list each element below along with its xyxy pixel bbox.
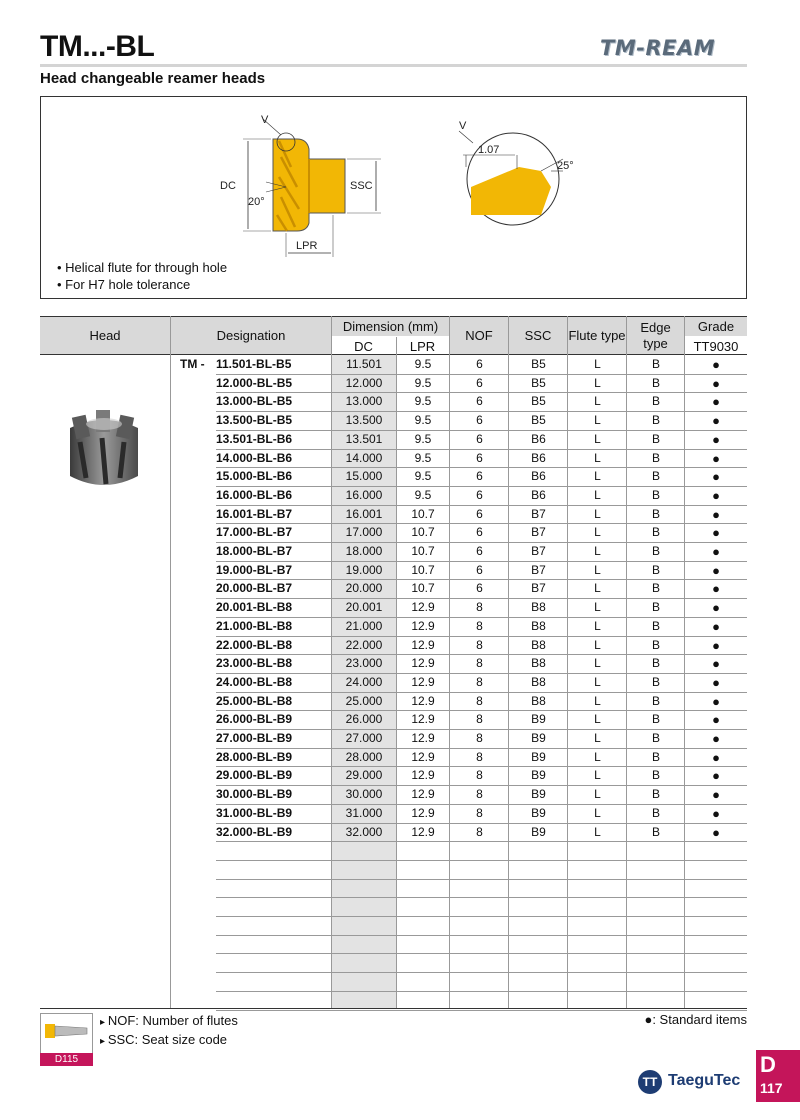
row-divider (216, 1010, 747, 1011)
cell-edge-type: B (651, 824, 660, 839)
cell-dc: 17.000 (345, 525, 383, 540)
cell-nof: 6 (476, 469, 483, 484)
cell-lpr: 9.5 (414, 469, 432, 484)
cell-nof: 6 (476, 394, 483, 409)
cell-designation: 11.501-BL-B5 (216, 357, 292, 371)
cell-flute-type: L (594, 768, 601, 783)
cell-nof: 6 (476, 544, 483, 558)
cell-edge-type: B (651, 805, 660, 820)
table-row (0, 617, 800, 636)
label-angle-helix: 20° (248, 196, 265, 208)
cell-nof: 8 (476, 674, 483, 689)
label-chamfer: 1.07 (478, 144, 500, 156)
cell-grade: ● (712, 712, 720, 728)
cell-nof: 8 (476, 637, 483, 652)
cell-nof: 8 (476, 656, 483, 671)
cell-grade: ● (712, 787, 720, 803)
cell-grade: ● (712, 525, 720, 541)
cell-nof: 8 (476, 824, 483, 839)
table-row (0, 542, 800, 561)
cell-lpr: 12.9 (411, 656, 435, 671)
table-row (0, 411, 800, 430)
cell-grade: ● (712, 600, 720, 616)
cell-designation: 26.000-BL-B9 (216, 712, 293, 727)
cell-lpr: 12.9 (411, 749, 435, 764)
cell-flute-type: L (594, 450, 601, 465)
table-row (0, 654, 800, 673)
table-row (0, 748, 800, 767)
cell-grade: ● (712, 450, 720, 466)
table-row (0, 449, 800, 468)
table-row (0, 804, 800, 823)
cell-lpr: 12.9 (411, 731, 435, 745)
cell-ssc: B5 (531, 375, 546, 390)
cell-designation: 14.000-BL-B6 (216, 450, 293, 465)
cell-nof: 6 (476, 375, 483, 390)
reference-page-label[interactable]: D115 (40, 1053, 93, 1066)
cell-ssc: B5 (531, 394, 546, 409)
cell-dc: 27.000 (345, 731, 383, 745)
cell-designation: 27.000-BL-B9 (216, 731, 293, 745)
table-row (0, 523, 800, 542)
label-detail-v: V (459, 120, 467, 132)
title-divider (40, 64, 747, 67)
cell-edge-type: B (651, 712, 660, 727)
cell-grade: ● (712, 693, 720, 709)
label-v: V (261, 114, 269, 126)
cell-edge-type: B (651, 487, 660, 502)
cell-flute-type: L (594, 674, 601, 689)
cell-lpr: 12.9 (411, 600, 435, 615)
header-edge-type: Edge type (627, 316, 684, 355)
feature-list (57, 259, 227, 293)
cell-ssc: B8 (531, 618, 546, 633)
cell-ssc: B7 (531, 544, 546, 558)
cell-ssc: B7 (531, 506, 546, 521)
cell-dc: 31.000 (345, 805, 383, 820)
cell-ssc: B9 (531, 824, 546, 839)
cell-edge-type: B (651, 600, 660, 615)
cell-designation: 20.000-BL-B7 (216, 581, 293, 596)
cell-lpr: 12.9 (411, 637, 435, 652)
header-flute-type: Flute type (568, 316, 626, 355)
cell-nof: 8 (476, 805, 483, 820)
table-row (0, 991, 800, 1010)
cell-flute-type: L (594, 394, 601, 409)
cell-lpr: 12.9 (411, 693, 435, 708)
cell-ssc: B9 (531, 749, 546, 764)
table-row (0, 841, 800, 860)
cell-designation: 20.001-BL-B8 (216, 600, 293, 615)
cell-edge-type: B (651, 581, 660, 596)
cell-flute-type: L (594, 749, 601, 764)
header-grade-name: TT9030 (685, 337, 747, 355)
cell-designation: 13.000-BL-B5 (216, 394, 293, 409)
cell-dc: 15.000 (345, 469, 383, 484)
cell-flute-type: L (594, 487, 601, 502)
cell-dc: 26.000 (345, 712, 383, 727)
cell-designation: 30.000-BL-B9 (216, 787, 293, 802)
label-dc: DC (220, 180, 236, 192)
table-row (0, 710, 800, 729)
cell-lpr: 9.5 (414, 375, 432, 390)
cell-designation: 15.000-BL-B6 (216, 469, 293, 484)
cell-nof: 6 (476, 487, 483, 502)
cell-edge-type: B (651, 637, 660, 652)
cell-lpr: 12.9 (411, 768, 435, 783)
cell-grade: ● (712, 618, 720, 634)
feature-box (40, 96, 747, 299)
cell-flute-type: L (594, 618, 601, 633)
header-designation: Designation (171, 316, 331, 355)
header-ssc: SSC (509, 316, 567, 355)
cell-grade: ● (712, 357, 720, 372)
cell-lpr: 9.5 (414, 394, 432, 409)
cell-dc: 13.000 (345, 394, 383, 409)
reamer-thumbnail-icon (41, 1014, 92, 1052)
table-row (0, 579, 800, 598)
cell-dc: 24.000 (345, 674, 383, 689)
table-row (0, 598, 800, 617)
header-nof: NOF (450, 316, 508, 355)
cell-flute-type: L (594, 712, 601, 727)
cell-flute-type: L (594, 693, 601, 708)
cell-flute-type: L (594, 581, 601, 596)
cell-designation: 18.000-BL-B7 (216, 544, 293, 558)
label-lpr: LPR (296, 240, 318, 252)
footnotes (100, 1012, 238, 1050)
cell-dc: 25.000 (345, 693, 383, 708)
cell-designation: 28.000-BL-B9 (216, 749, 293, 764)
cell-dc: 20.000 (345, 581, 383, 596)
cell-dc: 32.000 (345, 824, 383, 839)
cell-edge-type: B (651, 357, 660, 371)
cell-nof: 6 (476, 525, 483, 540)
cell-flute-type: L (594, 375, 601, 390)
header-dc: DC (332, 337, 395, 355)
cell-nof: 6 (476, 581, 483, 596)
cell-edge-type: B (651, 562, 660, 577)
table-row (0, 392, 800, 411)
table-row (0, 636, 800, 655)
cell-nof: 8 (476, 768, 483, 783)
header-lpr: LPR (396, 337, 449, 355)
table-row (0, 486, 800, 505)
cell-lpr: 10.7 (411, 506, 435, 521)
label-ssc: SSC (350, 180, 373, 192)
cell-grade: ● (712, 674, 720, 690)
cell-edge-type: B (651, 693, 660, 708)
cell-ssc: B8 (531, 637, 546, 652)
cell-ssc: B6 (531, 450, 546, 465)
feature-item: • Helical flute for through hole (57, 259, 227, 276)
cell-designation: 29.000-BL-B9 (216, 768, 293, 783)
cell-edge-type: B (651, 674, 660, 689)
cell-ssc: B9 (531, 768, 546, 783)
cell-grade: ● (712, 768, 720, 784)
designation-prefix: TM - (180, 357, 205, 371)
cell-nof: 8 (476, 693, 483, 708)
table-row (0, 916, 800, 935)
cell-dc: 28.000 (345, 749, 383, 764)
cell-flute-type: L (594, 525, 601, 540)
table-row (0, 785, 800, 804)
tm-ream-logo: TM-REAM (600, 36, 716, 60)
cell-ssc: B7 (531, 581, 546, 596)
cell-dc: 18.000 (345, 544, 383, 558)
company-name: TaeguTec (668, 1072, 741, 1089)
cell-lpr: 10.7 (411, 581, 435, 596)
cell-dc: 16.000 (345, 487, 383, 502)
cell-nof: 6 (476, 562, 483, 577)
cell-designation: 16.001-BL-B7 (216, 506, 293, 521)
cell-ssc: B8 (531, 674, 546, 689)
cell-dc: 30.000 (345, 787, 383, 802)
cell-flute-type: L (594, 824, 601, 839)
table-row (0, 673, 800, 692)
cell-grade: ● (712, 487, 720, 503)
cell-designation: 21.000-BL-B8 (216, 618, 293, 633)
cell-ssc: B5 (531, 413, 546, 428)
taegutec-logo-icon: TT (638, 1070, 662, 1094)
cell-lpr: 9.5 (414, 450, 432, 465)
cell-nof: 8 (476, 618, 483, 633)
standard-items-note: ●: Standard items (644, 1012, 747, 1027)
cell-ssc: B9 (531, 712, 546, 727)
table-row (0, 766, 800, 785)
cell-edge-type: B (651, 506, 660, 521)
header-grade: Grade (685, 316, 747, 336)
cell-lpr: 12.9 (411, 674, 435, 689)
cell-lpr: 9.5 (414, 357, 432, 371)
cell-grade: ● (712, 824, 720, 840)
table-row (0, 355, 800, 374)
cell-flute-type: L (594, 637, 601, 652)
cell-edge-type: B (651, 375, 660, 390)
cell-edge-type: B (651, 544, 660, 558)
cell-flute-type: L (594, 562, 601, 577)
cell-dc: 13.501 (345, 431, 383, 446)
cell-grade: ● (712, 413, 720, 429)
cell-nof: 6 (476, 506, 483, 521)
cell-designation: 16.000-BL-B6 (216, 487, 293, 502)
cell-edge-type: B (651, 749, 660, 764)
cell-designation: 31.000-BL-B9 (216, 805, 293, 820)
header-dimension: Dimension (mm) (332, 316, 449, 336)
header-head: Head (40, 316, 170, 355)
cell-designation: 22.000-BL-B8 (216, 637, 293, 652)
cell-nof: 8 (476, 731, 483, 745)
cell-edge-type: B (651, 450, 660, 465)
cell-edge-type: B (651, 787, 660, 802)
cell-grade: ● (712, 431, 720, 447)
cell-edge-type: B (651, 731, 660, 745)
page-number: 117 (760, 1080, 783, 1096)
cell-ssc: B8 (531, 600, 546, 615)
cell-grade: ● (712, 394, 720, 410)
cell-flute-type: L (594, 357, 601, 371)
cell-lpr: 12.9 (411, 787, 435, 802)
cell-edge-type: B (651, 618, 660, 633)
cell-dc: 20.001 (345, 600, 383, 615)
cell-edge-type: B (651, 469, 660, 484)
detail-v-drawing (459, 131, 563, 225)
cell-ssc: B9 (531, 787, 546, 802)
label-angle-chamfer: 25° (557, 160, 574, 172)
cell-nof: 8 (476, 749, 483, 764)
cell-dc: 21.000 (345, 618, 383, 633)
cell-edge-type: B (651, 394, 660, 409)
cell-edge-type: B (651, 525, 660, 540)
table-row (0, 823, 800, 842)
cell-grade: ● (712, 544, 720, 559)
table-bottom-rule (40, 1008, 747, 1009)
cell-ssc: B5 (531, 357, 546, 371)
cell-edge-type: B (651, 768, 660, 783)
cell-flute-type: L (594, 431, 601, 446)
cell-dc: 19.000 (345, 562, 383, 577)
table-row (0, 505, 800, 524)
table-row (0, 897, 800, 916)
cell-ssc: B9 (531, 805, 546, 820)
table-row (0, 860, 800, 879)
cell-lpr: 12.9 (411, 712, 435, 727)
cell-lpr: 12.9 (411, 805, 435, 820)
cell-ssc: B6 (531, 431, 546, 446)
cell-grade: ● (712, 562, 720, 578)
cell-grade: ● (712, 581, 720, 597)
cell-designation: 13.500-BL-B5 (216, 413, 293, 428)
footnote-ssc: ▸ SSC: Seat size code (100, 1031, 238, 1050)
cell-grade: ● (712, 805, 720, 821)
table-row (0, 692, 800, 711)
cell-flute-type: L (594, 506, 601, 521)
cell-grade: ● (712, 469, 720, 485)
cell-edge-type: B (651, 413, 660, 428)
cell-ssc: B8 (531, 693, 546, 708)
cell-dc: 13.500 (345, 413, 383, 428)
cell-designation: 25.000-BL-B8 (216, 693, 293, 708)
footnote-nof: ▸ NOF: Number of flutes (100, 1012, 238, 1031)
table-row (0, 729, 800, 748)
cell-designation: 24.000-BL-B8 (216, 674, 293, 689)
table-row (0, 430, 800, 449)
cell-nof: 8 (476, 600, 483, 615)
cell-edge-type: B (651, 656, 660, 671)
cell-grade: ● (712, 656, 720, 672)
cell-edge-type: B (651, 431, 660, 446)
cell-flute-type: L (594, 544, 601, 558)
cell-lpr: 9.5 (414, 431, 432, 446)
cell-lpr: 12.9 (411, 618, 435, 633)
cell-designation: 19.000-BL-B7 (216, 562, 293, 577)
cell-dc: 22.000 (345, 637, 383, 652)
table-row (0, 953, 800, 972)
cell-nof: 6 (476, 413, 483, 428)
cell-nof: 6 (476, 431, 483, 446)
cell-designation: 12.000-BL-B5 (216, 375, 293, 390)
cell-ssc: B6 (531, 469, 546, 484)
table-row (0, 561, 800, 580)
cell-lpr: 9.5 (414, 487, 432, 502)
cell-ssc: B9 (531, 731, 546, 745)
table-row (0, 879, 800, 898)
cell-grade: ● (712, 506, 720, 522)
cell-grade: ● (712, 749, 720, 765)
cell-lpr: 12.9 (411, 824, 435, 839)
cell-flute-type: L (594, 656, 601, 671)
cell-designation: 32.000-BL-B9 (216, 824, 293, 839)
cell-flute-type: L (594, 805, 601, 820)
table-row (0, 935, 800, 954)
cell-nof: 6 (476, 357, 483, 371)
cell-lpr: 10.7 (411, 525, 435, 540)
cell-nof: 6 (476, 450, 483, 465)
cell-grade: ● (712, 731, 720, 746)
cell-dc: 12.000 (345, 375, 383, 390)
cell-dc: 29.000 (345, 768, 383, 783)
cell-ssc: B6 (531, 487, 546, 502)
table-row (0, 467, 800, 486)
cell-dc: 23.000 (345, 656, 383, 671)
cell-ssc: B7 (531, 525, 546, 540)
cell-dc: 16.001 (345, 506, 383, 521)
table-row (0, 972, 800, 991)
cell-ssc: B7 (531, 562, 546, 577)
cell-flute-type: L (594, 787, 601, 802)
cell-lpr: 10.7 (411, 562, 435, 577)
cell-designation: 23.000-BL-B8 (216, 656, 293, 671)
page-subtitle: Head changeable reamer heads (40, 70, 266, 87)
cell-nof: 8 (476, 787, 483, 802)
cell-grade: ● (712, 637, 720, 653)
page-title: TM...-BL (40, 30, 155, 63)
cell-grade: ● (712, 375, 720, 391)
cell-flute-type: L (594, 469, 601, 484)
feature-item: • For H7 hole tolerance (57, 276, 227, 293)
cell-dc: 14.000 (345, 450, 383, 465)
cell-lpr: 10.7 (411, 544, 435, 558)
cell-flute-type: L (594, 413, 601, 428)
cell-dc: 11.501 (346, 357, 382, 371)
cell-ssc: B8 (531, 656, 546, 671)
cell-flute-type: L (594, 600, 601, 615)
cell-designation: 17.000-BL-B7 (216, 525, 293, 540)
page-tab (756, 1050, 800, 1102)
cell-nof: 8 (476, 712, 483, 727)
cell-designation: 13.501-BL-B6 (216, 431, 293, 446)
cell-flute-type: L (594, 731, 601, 745)
cell-lpr: 9.5 (414, 413, 432, 428)
table-header (40, 316, 747, 355)
table-row (0, 374, 800, 393)
section-letter: D (760, 1052, 776, 1077)
